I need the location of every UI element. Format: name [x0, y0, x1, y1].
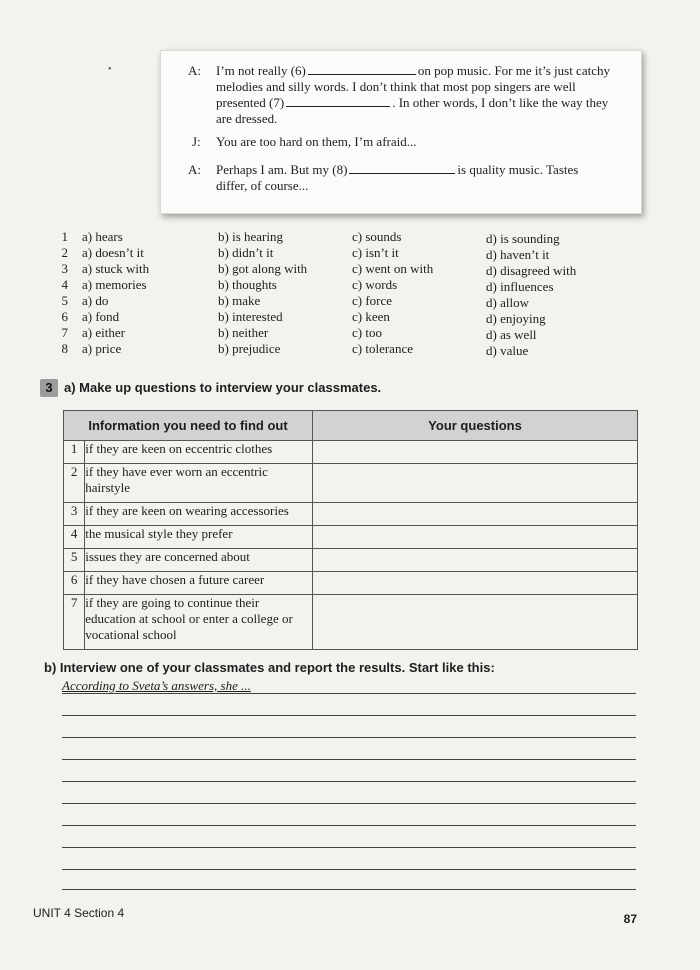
decorative-dot: • — [108, 64, 112, 75]
option-c[interactable]: c) isn’t it — [352, 245, 399, 260]
writing-line[interactable] — [62, 781, 636, 782]
exercise-3-heading: 3 a) Make up questions to interview your classmates. — [40, 379, 381, 397]
option-b[interactable]: b) thoughts — [218, 277, 277, 292]
writing-line[interactable] — [62, 825, 636, 826]
unit-section-label: UNIT 4 Section 4 — [33, 906, 125, 920]
option-b[interactable]: b) didn’t it — [218, 245, 274, 260]
option-d[interactable]: d) is sounding — [486, 231, 560, 246]
writing-line[interactable] — [62, 759, 636, 760]
option-a[interactable]: a) hears — [82, 229, 123, 244]
writing-line[interactable] — [62, 847, 636, 848]
blank-6[interactable] — [308, 63, 416, 75]
option-c[interactable]: c) too — [352, 325, 382, 340]
speaker-j: J: — [192, 134, 201, 149]
exercise-number-badge: 3 — [40, 379, 58, 397]
answer-cell[interactable] — [313, 441, 638, 464]
option-c[interactable]: c) words — [352, 277, 398, 292]
option-a[interactable]: a) stuck with — [82, 261, 150, 276]
option-d[interactable]: d) as well — [486, 327, 537, 342]
answer-cell[interactable] — [313, 464, 638, 503]
dialog-line: presented (7) . In other words, I don’t like the way they — [216, 95, 609, 110]
option-a[interactable]: a) doesn’t it — [82, 245, 144, 260]
dialog-line: melodies and silly words. I don’t think that most pop singers are well — [216, 79, 576, 94]
table-row: 1 if they are keen on eccentric clothes — [64, 441, 638, 464]
option-a[interactable]: a) price — [82, 341, 122, 356]
blank-8[interactable] — [349, 162, 455, 174]
answer-cell[interactable] — [313, 549, 638, 572]
dialog-line: differ, of course... — [216, 178, 309, 193]
writing-line[interactable] — [62, 737, 636, 738]
dialog-line: I’m not really (6) on pop music. For me it’s just catchy — [216, 63, 610, 78]
dialog-line: You are too hard on them, I’m afraid... — [216, 134, 417, 149]
page-number: 87 — [623, 912, 637, 926]
answer-cell[interactable] — [313, 572, 638, 595]
option-b[interactable]: b) neither — [218, 325, 269, 340]
table-row: 2 if they have ever worn an eccentric hairstyle — [64, 464, 638, 503]
option-b[interactable]: b) prejudice — [218, 341, 281, 356]
writing-line[interactable] — [62, 693, 636, 694]
answer-cell[interactable] — [313, 526, 638, 549]
writing-line[interactable] — [62, 715, 636, 716]
blank-7[interactable] — [286, 95, 390, 107]
table-row: 3 if they are keen on wearing accessories — [64, 503, 638, 526]
table-row: 5 issues they are concerned about — [64, 549, 638, 572]
option-c[interactable]: c) sounds — [352, 229, 402, 244]
option-a[interactable]: a) either — [82, 325, 125, 340]
option-b[interactable]: b) got along with — [218, 261, 308, 276]
option-c[interactable]: c) went on with — [352, 261, 434, 276]
option-a[interactable]: a) do — [82, 293, 109, 308]
option-d[interactable]: d) haven’t it — [486, 247, 550, 262]
table-row: 6 if they have chosen a future career — [64, 572, 638, 595]
exercise-3b-heading: b) Interview one of your classmates and report the results. Start like this: — [44, 660, 495, 675]
answer-cell[interactable] — [313, 595, 638, 650]
option-d[interactable]: d) allow — [486, 295, 529, 310]
table-row: 7 if they are going to continue their education at school or enter a college or vocational school — [64, 595, 638, 650]
speaker-a: A: — [188, 63, 201, 78]
option-c[interactable]: c) tolerance — [352, 341, 413, 356]
start-example-text: According to Sveta’s answers, she ... — [62, 678, 251, 693]
option-c[interactable]: c) force — [352, 293, 393, 308]
option-b[interactable]: b) is hearing — [218, 229, 283, 244]
dialog-line: are dressed. — [216, 111, 278, 126]
writing-line[interactable] — [62, 889, 636, 890]
answer-cell[interactable] — [313, 503, 638, 526]
writing-line[interactable] — [62, 803, 636, 804]
option-a[interactable]: a) memories — [82, 277, 147, 292]
writing-line[interactable] — [62, 869, 636, 870]
dialog-line: Perhaps I am. But my (8) is quality music. Tastes — [216, 162, 579, 177]
table-header-info: Information you need to find out — [64, 411, 313, 441]
option-d[interactable]: d) disagreed with — [486, 263, 577, 278]
option-b[interactable]: b) make — [218, 293, 261, 308]
option-c[interactable]: c) keen — [352, 309, 390, 324]
table-row: 4 the musical style they prefer — [64, 526, 638, 549]
option-b[interactable]: b) interested — [218, 309, 283, 324]
table-header-questions: Your questions — [313, 411, 638, 441]
speaker-a: A: — [188, 162, 201, 177]
option-d[interactable]: d) influences — [486, 279, 554, 294]
option-d[interactable]: d) value — [486, 343, 529, 358]
option-d[interactable]: d) enjoying — [486, 311, 546, 326]
interview-table — [63, 410, 638, 650]
option-a[interactable]: a) fond — [82, 309, 120, 324]
